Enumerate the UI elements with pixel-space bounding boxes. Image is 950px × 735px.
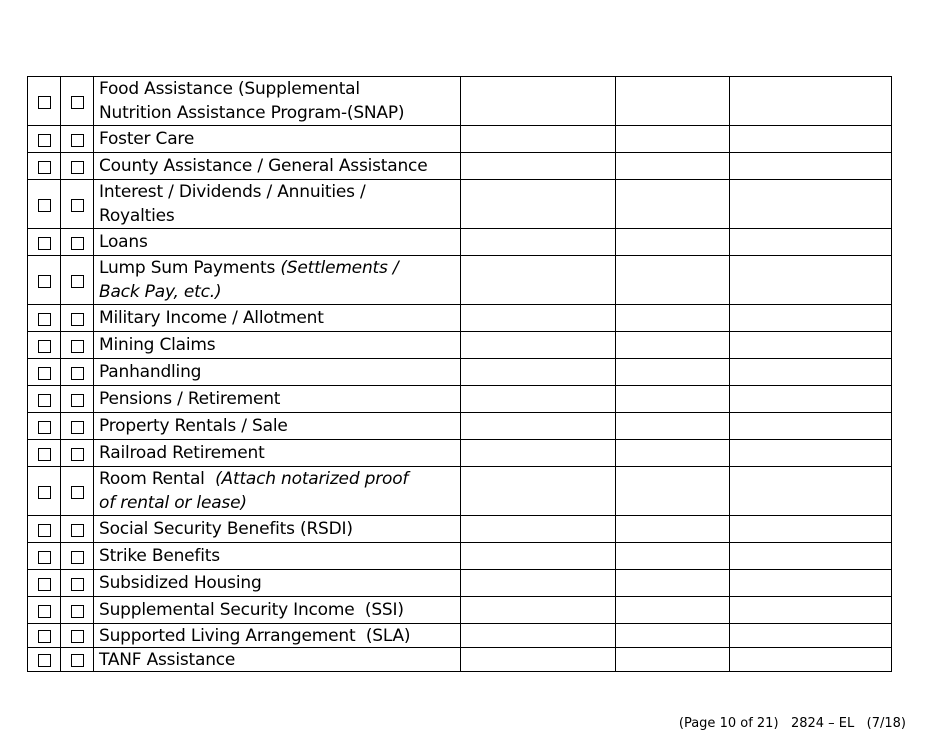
checkbox[interactable] — [71, 448, 84, 461]
entry-cell[interactable] — [616, 516, 730, 543]
checkbox-cell-b[interactable] — [61, 359, 94, 386]
table-row — [28, 624, 892, 648]
checkbox-cell-a[interactable] — [28, 570, 61, 597]
income-type-label — [94, 467, 461, 516]
table-row — [28, 126, 892, 153]
income-type-label: TANF Assistance — [94, 648, 461, 672]
entry-cell[interactable] — [730, 332, 892, 359]
entry-cell[interactable] — [461, 126, 616, 153]
label-note-line-2: of rental or lease) — [99, 493, 247, 513]
checkbox-cell-b[interactable] — [61, 440, 94, 467]
table-row — [28, 359, 892, 386]
entry-cell[interactable] — [616, 256, 730, 305]
checkbox[interactable] — [38, 161, 51, 174]
label-line-2: Nutrition Assistance Program-(SNAP) — [99, 103, 405, 123]
entry-cell[interactable] — [730, 77, 892, 126]
entry-cell[interactable] — [616, 597, 730, 624]
checkbox-cell-b[interactable] — [61, 153, 94, 180]
table-row — [28, 413, 892, 440]
entry-cell[interactable] — [461, 332, 616, 359]
entry-cell[interactable] — [616, 648, 730, 672]
checkbox-cell-a[interactable] — [28, 153, 61, 180]
entry-cell[interactable] — [616, 386, 730, 413]
checkbox-cell-b[interactable] — [61, 413, 94, 440]
checkbox[interactable] — [38, 237, 51, 250]
entry-cell[interactable] — [461, 648, 616, 672]
income-sources-table — [27, 76, 892, 672]
checkbox-cell-b[interactable] — [61, 305, 94, 332]
income-type-label: Supported Living Arrangement (SLA) — [94, 624, 461, 648]
entry-cell[interactable] — [616, 305, 730, 332]
entry-cell[interactable] — [730, 256, 892, 305]
income-type-label: Pensions / Retirement — [94, 386, 461, 413]
entry-cell[interactable] — [461, 153, 616, 180]
checkbox[interactable] — [71, 367, 84, 380]
checkbox[interactable] — [71, 96, 84, 109]
label-line-1: Room Rental — [99, 469, 216, 489]
entry-cell[interactable] — [616, 77, 730, 126]
checkbox-cell-b[interactable] — [61, 597, 94, 624]
checkbox-cell-b[interactable] — [61, 332, 94, 359]
checkbox-cell-b[interactable] — [61, 570, 94, 597]
checkbox[interactable] — [71, 486, 84, 499]
checkbox[interactable] — [71, 421, 84, 434]
checkbox-cell-a[interactable] — [28, 413, 61, 440]
entry-cell[interactable] — [730, 153, 892, 180]
checkbox[interactable] — [71, 605, 84, 618]
entry-cell[interactable] — [461, 413, 616, 440]
checkbox[interactable] — [38, 421, 51, 434]
label-note: (Attach notarized proof — [215, 469, 409, 489]
entry-cell[interactable] — [461, 543, 616, 570]
table-row — [28, 180, 892, 229]
checkbox[interactable] — [38, 448, 51, 461]
checkbox[interactable] — [71, 394, 84, 407]
checkbox-cell-a[interactable] — [28, 332, 61, 359]
label-line-1: Food Assistance (Supplemental — [99, 79, 360, 99]
checkbox[interactable] — [38, 275, 51, 288]
entry-cell[interactable] — [616, 413, 730, 440]
income-type-label — [94, 180, 461, 229]
entry-cell[interactable] — [730, 126, 892, 153]
income-type-label: Panhandling — [94, 359, 461, 386]
income-type-label: Foster Care — [94, 126, 461, 153]
income-type-label — [94, 256, 461, 305]
table-row — [28, 648, 892, 672]
entry-cell[interactable] — [461, 467, 616, 516]
checkbox[interactable] — [38, 313, 51, 326]
entry-cell[interactable] — [461, 597, 616, 624]
checkbox-cell-b[interactable] — [61, 256, 94, 305]
checkbox[interactable] — [38, 134, 51, 147]
checkbox-cell-a[interactable] — [28, 597, 61, 624]
label-line-1: Interest / Dividends / Annuities / — [99, 182, 366, 202]
income-type-label: Strike Benefits — [94, 543, 461, 570]
entry-cell[interactable] — [461, 624, 616, 648]
checkbox[interactable] — [71, 578, 84, 591]
checkbox[interactable] — [71, 199, 84, 212]
checkbox-cell-a[interactable] — [28, 359, 61, 386]
checkbox-cell-a[interactable] — [28, 467, 61, 516]
entry-cell[interactable] — [616, 153, 730, 180]
entry-cell[interactable] — [616, 624, 730, 648]
checkbox[interactable] — [38, 630, 51, 643]
table-row — [28, 77, 892, 126]
checkbox[interactable] — [38, 367, 51, 380]
checkbox-cell-a[interactable] — [28, 624, 61, 648]
checkbox-cell-b[interactable] — [61, 516, 94, 543]
checkbox-cell-a[interactable] — [28, 305, 61, 332]
entry-cell[interactable] — [730, 229, 892, 256]
checkbox[interactable] — [71, 161, 84, 174]
page-footer — [679, 716, 906, 731]
checkbox-cell-a[interactable] — [28, 386, 61, 413]
entry-cell[interactable] — [616, 467, 730, 516]
checkbox[interactable] — [71, 313, 84, 326]
checkbox-cell-a[interactable] — [28, 516, 61, 543]
checkbox[interactable] — [38, 340, 51, 353]
entry-cell[interactable] — [616, 229, 730, 256]
income-type-label: Railroad Retirement — [94, 440, 461, 467]
income-type-label: Supplemental Security Income (SSI) — [94, 597, 461, 624]
entry-cell[interactable] — [730, 305, 892, 332]
checkbox[interactable] — [71, 630, 84, 643]
checkbox-cell-b[interactable] — [61, 648, 94, 672]
checkbox[interactable] — [38, 605, 51, 618]
entry-cell[interactable] — [461, 359, 616, 386]
checkbox[interactable] — [38, 96, 51, 109]
checkbox-cell-b[interactable] — [61, 126, 94, 153]
checkbox-cell-b[interactable] — [61, 77, 94, 126]
checkbox-cell-a[interactable] — [28, 440, 61, 467]
entry-cell[interactable] — [616, 570, 730, 597]
checkbox[interactable] — [38, 578, 51, 591]
entry-cell[interactable] — [730, 516, 892, 543]
checkbox-cell-a[interactable] — [28, 648, 61, 672]
entry-cell[interactable] — [730, 648, 892, 672]
checkbox-cell-a[interactable] — [28, 77, 61, 126]
page-number: (Page 10 of 21) — [678, 716, 779, 731]
checkbox-cell-b[interactable] — [61, 624, 94, 648]
income-type-label — [94, 77, 461, 126]
checkbox-cell-a[interactable] — [28, 180, 61, 229]
checkbox[interactable] — [38, 394, 51, 407]
entry-cell[interactable] — [730, 467, 892, 516]
entry-cell[interactable] — [730, 570, 892, 597]
entry-cell[interactable] — [616, 126, 730, 153]
table-row — [28, 386, 892, 413]
entry-cell[interactable] — [730, 624, 892, 648]
checkbox-cell-b[interactable] — [61, 543, 94, 570]
table-row — [28, 256, 892, 305]
entry-cell[interactable] — [461, 180, 616, 229]
checkbox[interactable] — [71, 524, 84, 537]
entry-cell[interactable] — [730, 597, 892, 624]
income-type-label: Mining Claims — [94, 332, 461, 359]
entry-cell[interactable] — [730, 359, 892, 386]
entry-cell[interactable] — [461, 386, 616, 413]
entry-cell[interactable] — [616, 359, 730, 386]
label-note-line-2: Back Pay, etc.) — [99, 282, 222, 302]
income-type-label: Subsidized Housing — [94, 570, 461, 597]
entry-cell[interactable] — [461, 516, 616, 543]
checkbox[interactable] — [71, 340, 84, 353]
checkbox[interactable] — [71, 551, 84, 564]
entry-cell[interactable] — [730, 440, 892, 467]
checkbox[interactable] — [38, 486, 51, 499]
income-type-label: County Assistance / General Assistance — [94, 153, 461, 180]
table-row — [28, 516, 892, 543]
checkbox[interactable] — [71, 237, 84, 250]
income-type-label: Property Rentals / Sale — [94, 413, 461, 440]
checkbox[interactable] — [38, 199, 51, 212]
table-row — [28, 332, 892, 359]
table-row — [28, 440, 892, 467]
entry-cell[interactable] — [461, 440, 616, 467]
checkbox-cell-b[interactable] — [61, 229, 94, 256]
checkbox-cell-b[interactable] — [61, 386, 94, 413]
table-row — [28, 597, 892, 624]
table-row — [28, 570, 892, 597]
table-row — [28, 543, 892, 570]
checkbox[interactable] — [38, 524, 51, 537]
entry-cell[interactable] — [730, 180, 892, 229]
income-type-label: Social Security Benefits (RSDI) — [94, 516, 461, 543]
checkbox-cell-a[interactable] — [28, 229, 61, 256]
income-type-label: Military Income / Allotment — [94, 305, 461, 332]
checkbox-cell-b[interactable] — [61, 180, 94, 229]
checkbox-cell-a[interactable] — [28, 126, 61, 153]
entry-cell[interactable] — [616, 332, 730, 359]
label-line-1: Lump Sum Payments — [99, 258, 281, 278]
checkbox[interactable] — [38, 654, 51, 667]
entry-cell[interactable] — [730, 413, 892, 440]
entry-cell[interactable] — [730, 386, 892, 413]
label-line-2: Royalties — [99, 206, 175, 226]
entry-cell[interactable] — [461, 256, 616, 305]
form-number: 2824 – EL — [790, 716, 855, 731]
entry-cell[interactable] — [461, 305, 616, 332]
table-row — [28, 229, 892, 256]
entry-cell[interactable] — [461, 77, 616, 126]
entry-cell[interactable] — [616, 440, 730, 467]
entry-cell[interactable] — [616, 180, 730, 229]
checkbox[interactable] — [71, 654, 84, 667]
entry-cell[interactable] — [616, 543, 730, 570]
checkbox[interactable] — [38, 551, 51, 564]
table-row — [28, 467, 892, 516]
entry-cell[interactable] — [730, 543, 892, 570]
label-note: (Settlements / — [280, 258, 399, 278]
checkbox[interactable] — [71, 275, 84, 288]
checkbox-cell-a[interactable] — [28, 543, 61, 570]
table-row — [28, 305, 892, 332]
form-revision: (7/18) — [866, 716, 906, 731]
income-type-label: Loans — [94, 229, 461, 256]
checkbox-cell-a[interactable] — [28, 256, 61, 305]
entry-cell[interactable] — [461, 229, 616, 256]
entry-cell[interactable] — [461, 570, 616, 597]
checkbox-cell-b[interactable] — [61, 467, 94, 516]
table-row — [28, 153, 892, 180]
checkbox[interactable] — [71, 134, 84, 147]
